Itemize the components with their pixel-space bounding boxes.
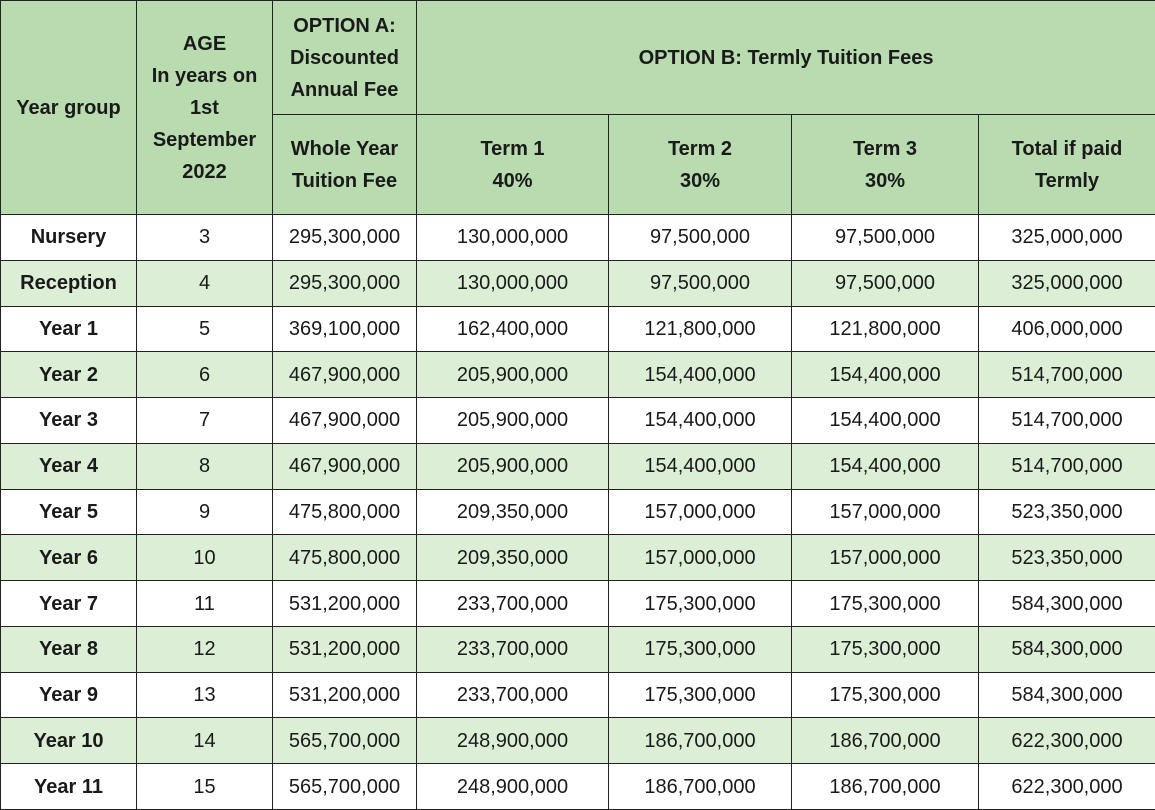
term2-fee-cell: 175,300,000 [609,626,792,672]
term1-header-line: Term 1 [480,137,545,160]
annual-fee-cell: 531,200,000 [273,672,417,718]
term1-fee-cell: 162,400,000 [417,306,609,352]
annual-fee-cell: 295,300,000 [273,215,417,261]
fee-rows [1,215,1155,810]
age-cell: 11 [137,581,273,627]
header-row-top [1,1,1155,115]
age-cell: 8 [137,443,273,489]
option-a-header [273,1,417,115]
age-cell: 9 [137,489,273,535]
term2-fee-cell: 97,500,000 [609,215,792,261]
table-row [1,718,1155,764]
annual-fee-cell: 467,900,000 [273,398,417,444]
year-group-cell: Year 3 [1,398,137,444]
table-row [1,398,1155,444]
total-termly-cell: 514,700,000 [979,443,1155,489]
year-group-header: Year group [1,1,137,215]
age-cell: 4 [137,260,273,306]
annual-fee-cell: 295,300,000 [273,260,417,306]
term1-fee-cell: 205,900,000 [417,443,609,489]
term2-fee-cell: 121,800,000 [609,306,792,352]
term3-header-line: 30% [864,169,906,192]
age-cell: 15 [137,764,273,810]
option-b-header: OPTION B: Termly Tuition Fees [417,1,1155,115]
term3-fee-cell: 175,300,000 [792,581,979,627]
term3-fee-cell: 97,500,000 [792,260,979,306]
term3-fee-cell: 186,700,000 [792,718,979,764]
year-group-cell: Year 5 [1,489,137,535]
term1-fee-cell: 130,000,000 [417,215,609,261]
option-a-header-line: Discounted [290,46,399,69]
term1-fee-cell: 130,000,000 [417,260,609,306]
option-a-header-line: OPTION A: [293,14,396,37]
table-row [1,672,1155,718]
year-group-cell: Year 11 [1,764,137,810]
age-header-line: 2022 [182,160,227,183]
term2-fee-cell: 154,400,000 [609,352,792,398]
term2-fee-cell: 175,300,000 [609,672,792,718]
total-header-line: Total if paid [1011,137,1123,160]
year-group-cell: Year 8 [1,626,137,672]
table-row [1,260,1155,306]
term1-header [417,115,609,215]
total-termly-cell: 523,350,000 [979,535,1155,581]
year-group-cell: Year 9 [1,672,137,718]
table-row [1,352,1155,398]
term3-fee-cell: 154,400,000 [792,398,979,444]
age-cell: 3 [137,215,273,261]
term1-fee-cell: 209,350,000 [417,535,609,581]
age-cell: 10 [137,535,273,581]
total-termly-cell: 523,350,000 [979,489,1155,535]
total-termly-cell: 325,000,000 [979,260,1155,306]
table-row [1,626,1155,672]
year-group-cell: Nursery [1,215,137,261]
annual-fee-cell: 467,900,000 [273,443,417,489]
term3-fee-cell: 97,500,000 [792,215,979,261]
total-termly-cell: 584,300,000 [979,581,1155,627]
age-cell: 5 [137,306,273,352]
term3-fee-cell: 121,800,000 [792,306,979,352]
term3-fee-cell: 157,000,000 [792,535,979,581]
table-row [1,306,1155,352]
term2-header-line: 30% [679,169,721,192]
age-cell: 7 [137,398,273,444]
age-cell: 12 [137,626,273,672]
term3-fee-cell: 175,300,000 [792,672,979,718]
term2-fee-cell: 157,000,000 [609,535,792,581]
total-termly-cell: 584,300,000 [979,672,1155,718]
table-row [1,489,1155,535]
term1-fee-cell: 233,700,000 [417,626,609,672]
term3-fee-cell: 157,000,000 [792,489,979,535]
term1-fee-cell: 233,700,000 [417,581,609,627]
term1-fee-cell: 248,900,000 [417,764,609,810]
total-header-line: Termly [1034,169,1100,192]
total-termly-cell: 514,700,000 [979,398,1155,444]
total-termly-cell: 514,700,000 [979,352,1155,398]
age-cell: 14 [137,718,273,764]
year-group-cell: Year 2 [1,352,137,398]
term2-fee-cell: 186,700,000 [609,718,792,764]
age-cell: 6 [137,352,273,398]
term2-fee-cell: 154,400,000 [609,398,792,444]
annual-fee-cell: 565,700,000 [273,718,417,764]
term2-fee-cell: 186,700,000 [609,764,792,810]
age-header-line: September [152,128,257,151]
table-row [1,581,1155,627]
term1-fee-cell: 205,900,000 [417,352,609,398]
year-group-cell: Reception [1,260,137,306]
annual-fee-cell: 565,700,000 [273,764,417,810]
term1-fee-cell: 205,900,000 [417,398,609,444]
term2-fee-cell: 97,500,000 [609,260,792,306]
term1-header-line: 40% [492,169,533,192]
age-header-line: In years on [151,64,258,87]
term1-fee-cell: 209,350,000 [417,489,609,535]
total-termly-cell: 622,300,000 [979,718,1155,764]
total-termly-cell: 584,300,000 [979,626,1155,672]
age-header-line: 1st [190,96,219,119]
total-termly-header [979,115,1155,215]
table-row [1,764,1155,810]
year-group-cell: Year 7 [1,581,137,627]
term3-header [792,115,979,215]
table-row [1,215,1155,261]
annual-fee-cell: 369,100,000 [273,306,417,352]
total-termly-cell: 622,300,000 [979,764,1155,810]
year-group-cell: Year 10 [1,718,137,764]
term2-header [609,115,792,215]
table-row [1,535,1155,581]
term2-header-line: Term 2 [667,137,733,160]
term3-fee-cell: 154,400,000 [792,443,979,489]
annual-fee-cell: 531,200,000 [273,626,417,672]
term2-fee-cell: 175,300,000 [609,581,792,627]
total-termly-cell: 325,000,000 [979,215,1155,261]
annual-fee-cell: 531,200,000 [273,581,417,627]
year-group-cell: Year 6 [1,535,137,581]
term3-header-line: Term 3 [852,137,918,160]
annual-fee-cell: 475,800,000 [273,489,417,535]
term1-fee-cell: 248,900,000 [417,718,609,764]
term3-fee-cell: 186,700,000 [792,764,979,810]
whole-year-header-line: Tuition Fee [291,169,398,192]
whole-year-header-line: Whole Year [290,137,399,160]
total-termly-cell: 406,000,000 [979,306,1155,352]
annual-fee-cell: 467,900,000 [273,352,417,398]
age-header [137,1,273,215]
year-group-cell: Year 1 [1,306,137,352]
option-a-header-line: Annual Fee [290,78,399,101]
term1-fee-cell: 233,700,000 [417,672,609,718]
term3-fee-cell: 154,400,000 [792,352,979,398]
table-row [1,443,1155,489]
term3-fee-cell: 175,300,000 [792,626,979,672]
term2-fee-cell: 154,400,000 [609,443,792,489]
age-cell: 13 [137,672,273,718]
age-header-line: AGE [182,32,227,55]
term2-fee-cell: 157,000,000 [609,489,792,535]
year-group-cell: Year 4 [1,443,137,489]
whole-year-fee-header [273,115,417,215]
annual-fee-cell: 475,800,000 [273,535,417,581]
